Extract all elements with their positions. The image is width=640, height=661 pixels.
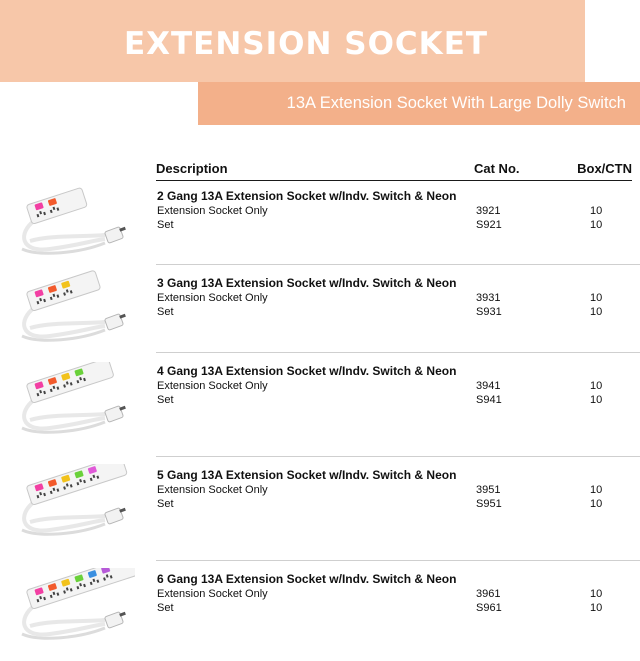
product-row	[0, 270, 640, 365]
product-row	[0, 183, 640, 278]
variant-label: Extension Socket Only	[157, 484, 268, 496]
box-ctn-value: 10	[590, 588, 603, 600]
cat-no-value: S921	[476, 219, 502, 231]
cat-no-value: 3931	[476, 292, 501, 304]
box-ctn-value: 10	[590, 380, 603, 392]
cat-no-value: 3951	[476, 484, 501, 496]
column-header-description: Description	[156, 161, 228, 176]
cat-no-value: S951	[476, 498, 502, 510]
product-title: 3 Gang 13A Extension Socket w/Indv. Switch & Neon	[157, 276, 457, 290]
product-row	[0, 566, 640, 661]
product-title: 5 Gang 13A Extension Socket w/Indv. Switch & Neon	[157, 468, 457, 482]
variant-label: Set	[157, 219, 174, 231]
extension-socket-image	[10, 270, 135, 350]
table-header	[156, 158, 632, 181]
extension-socket-image	[10, 568, 135, 648]
cat-no-value: 3961	[476, 588, 501, 600]
product-row	[0, 462, 640, 557]
row-divider	[156, 352, 640, 353]
product-row	[0, 358, 640, 453]
cat-no-value: S941	[476, 394, 502, 406]
extension-socket-image	[10, 183, 135, 263]
row-divider	[156, 456, 640, 457]
cat-no-value: S931	[476, 306, 502, 318]
variant-label: Extension Socket Only	[157, 292, 268, 304]
box-ctn-value: 10	[590, 498, 603, 510]
variant-label: Set	[157, 306, 174, 318]
subtitle-band	[198, 82, 640, 125]
cat-no-value: S961	[476, 602, 502, 614]
box-ctn-value: 10	[590, 205, 603, 217]
box-ctn-value: 10	[590, 394, 603, 406]
variant-label: Extension Socket Only	[157, 588, 268, 600]
column-header-cat-no: Cat No.	[474, 161, 520, 176]
product-title: 2 Gang 13A Extension Socket w/Indv. Switch & Neon	[157, 189, 457, 203]
row-divider	[156, 560, 640, 561]
product-title: 4 Gang 13A Extension Socket w/Indv. Switch & Neon	[157, 364, 457, 378]
box-ctn-value: 10	[590, 306, 603, 318]
variant-label: Set	[157, 602, 174, 614]
box-ctn-value: 10	[590, 484, 603, 496]
row-divider	[156, 264, 640, 265]
box-ctn-value: 10	[590, 292, 603, 304]
variant-label: Extension Socket Only	[157, 380, 268, 392]
variant-label: Set	[157, 498, 174, 510]
cat-no-value: 3921	[476, 205, 501, 217]
box-ctn-value: 10	[590, 602, 603, 614]
cat-no-value: 3941	[476, 380, 501, 392]
extension-socket-image	[10, 464, 135, 544]
page-title: EXTENSION SOCKET	[123, 26, 489, 62]
extension-socket-image	[10, 362, 135, 442]
variant-label: Extension Socket Only	[157, 205, 268, 217]
page-subtitle: 13A Extension Socket With Large Dolly Switch	[286, 94, 626, 112]
column-header-box-ctn: Box/CTN	[577, 161, 632, 176]
product-title: 6 Gang 13A Extension Socket w/Indv. Switch & Neon	[157, 572, 457, 586]
box-ctn-value: 10	[590, 219, 603, 231]
variant-label: Set	[157, 394, 174, 406]
